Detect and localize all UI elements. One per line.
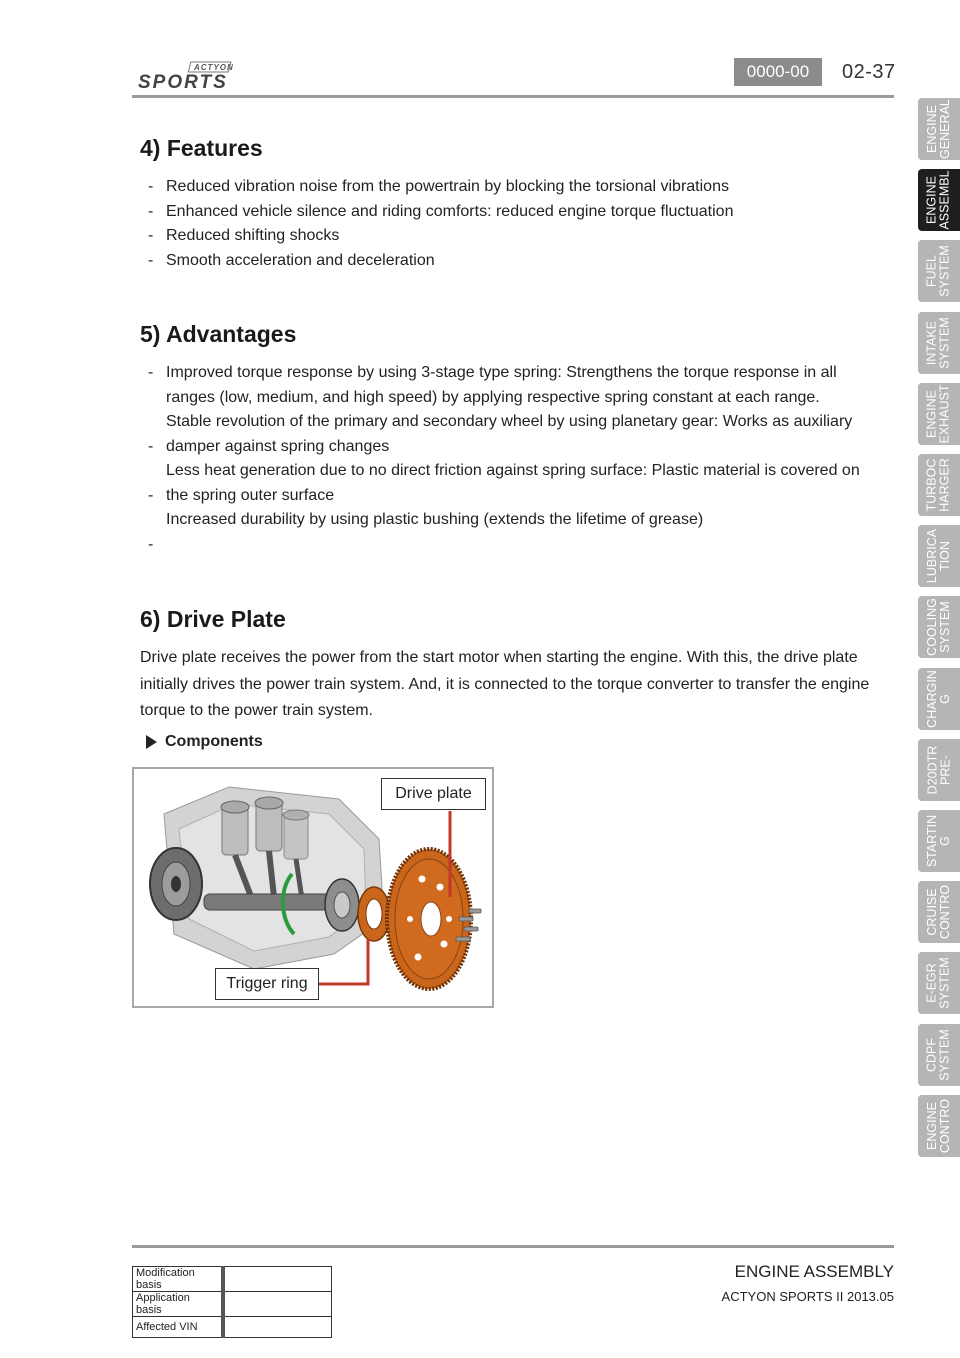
footer-divider bbox=[132, 1245, 894, 1248]
features-heading: 4) Features bbox=[140, 135, 263, 161]
footer-edition: ACTYON SPORTS II 2013.05 bbox=[721, 1289, 894, 1304]
actyon-sports-logo bbox=[132, 58, 250, 92]
list-line: Stable revolution of the primary and secondary wheel by using planetary gear: Works as auxiliary bbox=[166, 413, 853, 430]
list-line: - damper against spring changes bbox=[148, 437, 390, 455]
list-item: - Enhanced vehicle silence and riding comforts: reduced engine torque fluctuation bbox=[148, 202, 734, 220]
components-label: Components bbox=[146, 733, 263, 751]
advantages-list: - Improved torque response by using 3-stage type spring: Strengthens the torque response in all ranges (low, medium, and high speed) by applying respective spring constant at each range. Stable revolution of the primary and secondary wheel by using planetary gear: Works as auxiliary - damper against spring changes Less heat generation due to no direct friction against spring surface: Plastic material is covered on - the spring outer surface Increased durability by using plastic bushing (extends the lifetime of grease) - bbox=[140, 361, 880, 533]
features-list bbox=[140, 175, 880, 273]
tab-startin-g[interactable]: STARTIN G bbox=[918, 810, 960, 872]
tab-cdpf-system[interactable]: CDPF SYSTEM bbox=[918, 1024, 960, 1086]
drive-plate-figure bbox=[132, 767, 494, 1008]
list-line: - Improved torque response by using 3-stage type spring: Strengthens the torque response in all bbox=[148, 364, 837, 381]
list-line: - the spring outer surface bbox=[148, 486, 335, 504]
tab-fuel-system[interactable]: FUEL SYSTEM bbox=[918, 240, 960, 302]
footer-section-title: ENGINE ASSEMBLY bbox=[734, 1262, 894, 1281]
advantages-heading: 5) Advantages bbox=[140, 321, 297, 347]
logo-subtext: ACTYON bbox=[194, 63, 234, 72]
tab-chargin-g[interactable]: CHARGIN G bbox=[918, 668, 960, 730]
logo-text: SPORTS bbox=[138, 72, 228, 92]
tab-engine-exhaust[interactable]: ENGINE EXHAUST bbox=[918, 383, 960, 445]
page-number: 02-37 bbox=[842, 61, 896, 83]
tab-engine-contro[interactable]: ENGINE CONTRO bbox=[918, 1095, 960, 1157]
tab-cooling-system[interactable]: COOLING SYSTEM bbox=[918, 596, 960, 658]
tab-intake-system[interactable]: INTAKE SYSTEM bbox=[918, 312, 960, 374]
list-item: - Reduced vibration noise from the powertrain by blocking the torsional vibrations bbox=[148, 178, 729, 195]
tab-engine-assembl[interactable]: ENGINE ASSEMBL bbox=[918, 169, 960, 231]
list-line: Increased durability by using plastic bushing (extends the lifetime of grease) bbox=[166, 511, 704, 528]
table-row: Affected VIN bbox=[133, 1317, 332, 1338]
list-item: - Reduced shifting shocks bbox=[148, 227, 340, 244]
drive-plate-paragraph: Drive plate receives the power from the start motor when starting the engine. With this, the drive plate initially drives the power train system. And, it is connected to the torque converter to transfer the engine torque to the power train system. bbox=[140, 649, 870, 719]
header-divider bbox=[132, 95, 894, 98]
list-line: ranges (low, medium, and high speed) by applying respective spring constant at each range. bbox=[166, 388, 820, 406]
tab-d20dtr-pre-[interactable]: D20DTR PRE- bbox=[918, 739, 960, 801]
table-row: Application basis bbox=[133, 1292, 332, 1317]
tab-engine-general[interactable]: ENGINE GENERAL bbox=[918, 98, 960, 160]
doc-code-badge: 0000-00 bbox=[734, 58, 822, 86]
list-line: Less heat generation due to no direct friction against spring surface: Plastic material is covered on bbox=[166, 462, 860, 479]
modification-table bbox=[132, 1266, 332, 1338]
table-row: Modification basis bbox=[133, 1267, 332, 1292]
list-item: - Smooth acceleration and deceleration bbox=[148, 251, 435, 269]
tab-lubrica-tion[interactable]: LUBRICA TION bbox=[918, 525, 960, 587]
tab-turboc-harger[interactable]: TURBOC HARGER bbox=[918, 454, 960, 516]
tab-e-egr-system[interactable]: E-EGR SYSTEM bbox=[918, 952, 960, 1014]
trigger-ring-callout: Trigger ring bbox=[215, 968, 319, 1000]
drive-plate-callout: Drive plate bbox=[381, 778, 486, 810]
drive-plate-heading: 6) Drive Plate bbox=[140, 606, 286, 632]
triangle-bullet-icon bbox=[146, 735, 157, 749]
tab-cruise-contro[interactable]: CRUISE CONTRO bbox=[918, 881, 960, 943]
